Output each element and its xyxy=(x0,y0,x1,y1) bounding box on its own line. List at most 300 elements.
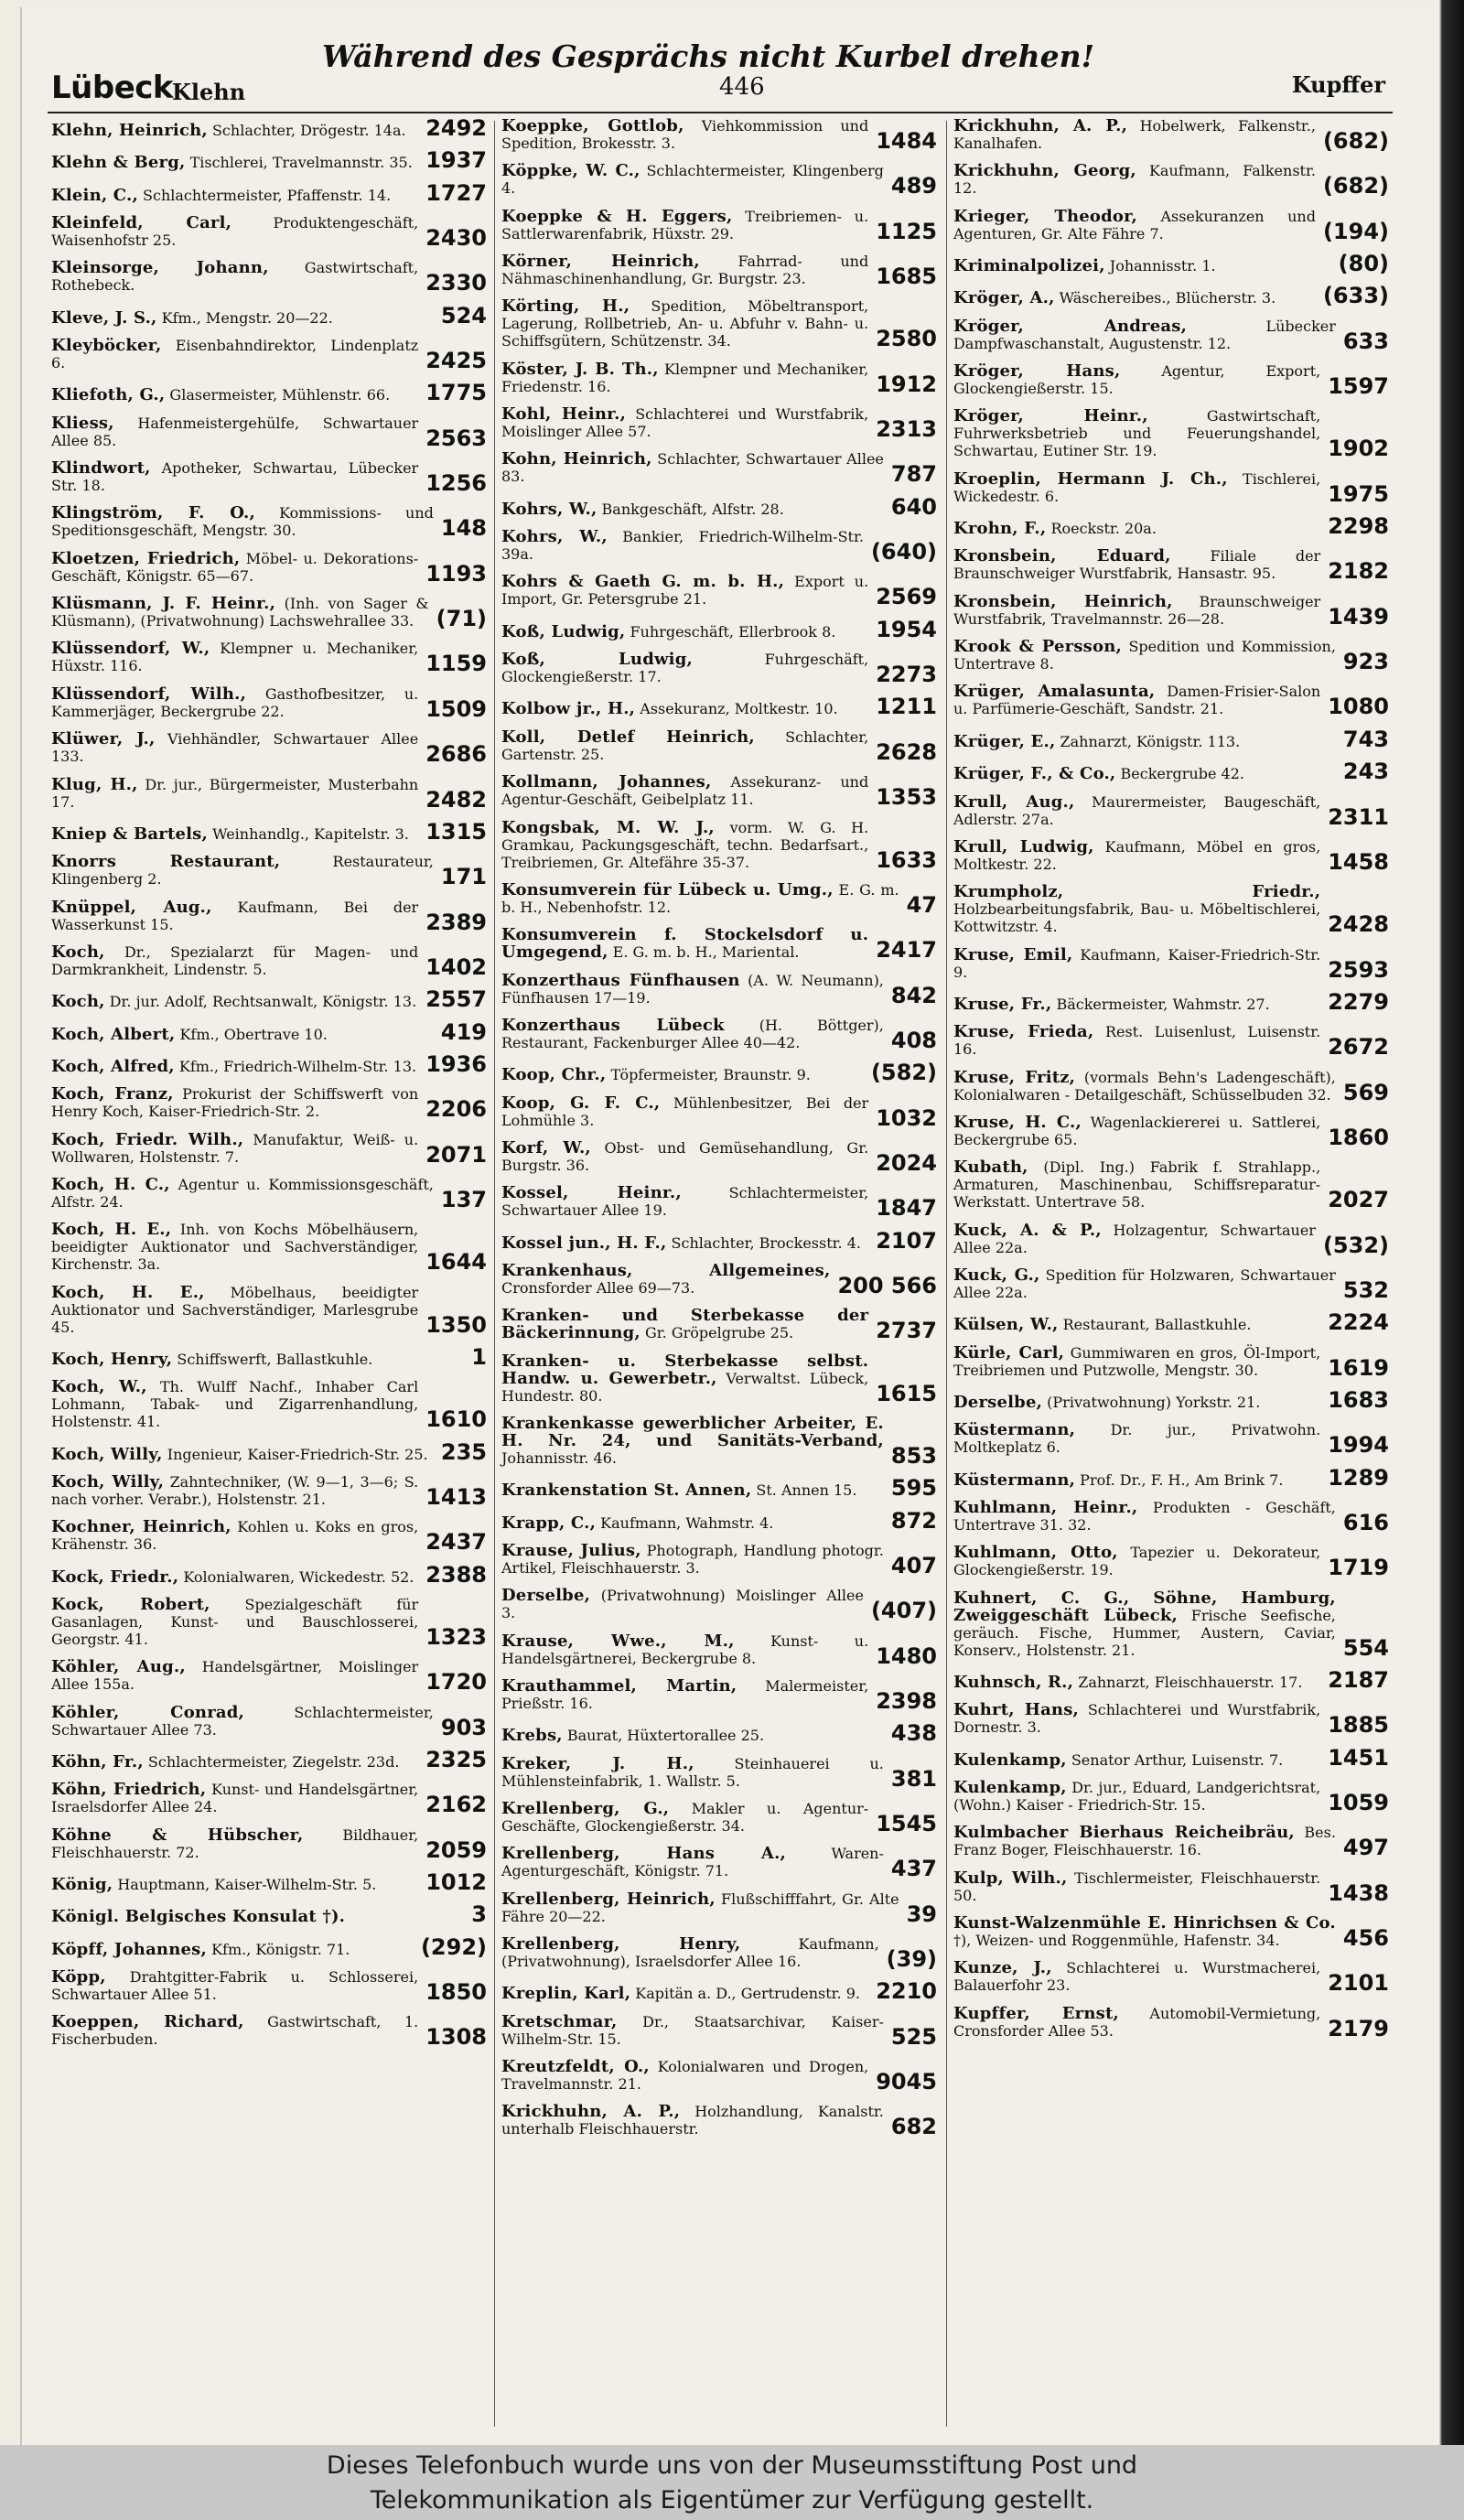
directory-entry xyxy=(953,117,1389,152)
entry-name: Koß, Ludwig, xyxy=(501,650,693,670)
directory-entry xyxy=(953,793,1389,828)
entry-name: Kochner, Heinrich, xyxy=(51,1517,231,1537)
entry-details: Frische Seefische, geräuch. Fische, Hummer, Austern, Caviar, Konserv., Holstenstr. 21. xyxy=(953,1606,1336,1659)
phone-number: 2428 xyxy=(1328,911,1389,938)
phone-number: 137 xyxy=(440,1186,487,1212)
page-header xyxy=(48,27,1393,130)
entry-name: Krellenberg, Heinrich, xyxy=(501,1889,716,1909)
entry-name: Kröger, Hans, xyxy=(953,361,1121,382)
directory-entry xyxy=(953,406,1389,462)
directory-entry xyxy=(953,838,1389,873)
directory-entry xyxy=(953,2005,1389,2040)
phone-number: (80) xyxy=(1338,251,1389,277)
entry-details: Schlachter, Schwartauer Allee 83. xyxy=(501,450,884,486)
entry-text xyxy=(953,1824,1336,1858)
directory-entry xyxy=(501,1542,937,1577)
directory-entry xyxy=(501,1676,937,1715)
directory-entry xyxy=(953,759,1389,785)
phone-number: 1860 xyxy=(1328,1124,1389,1150)
phone-number: 616 xyxy=(1342,1510,1389,1535)
entry-name: Köhne & Hübscher, xyxy=(51,1825,304,1845)
entry-details: Schlachterei und Wurstfabrik, Dornestr. 3. xyxy=(953,1701,1321,1737)
entry-details: (Privatwohnung) Yorkstr. 21. xyxy=(1047,1393,1261,1411)
entry-text xyxy=(501,573,868,608)
directory-entry xyxy=(51,1018,487,1045)
entry-details: Hafenmeistergehülfe, Schwartauer Allee 85. xyxy=(51,414,419,449)
entry-details: (Inh. von Sager & Klüsmann), (Privatwohnung) Lachswehrallee 33. xyxy=(51,595,429,630)
entry-name: Krause, Julius, xyxy=(501,1541,641,1560)
directory-entry xyxy=(51,1377,487,1433)
entry-text xyxy=(501,623,868,641)
entry-details: Bildhauer, Fleischhauerstr. 72. xyxy=(51,1825,419,1861)
entry-details: Kohlen u. Koks en gros, Krähenstr. 36. xyxy=(51,1518,419,1554)
entry-text xyxy=(51,1058,418,1075)
entry-text xyxy=(501,1307,868,1341)
phone-number: 489 xyxy=(890,173,937,199)
phone-number: 2206 xyxy=(425,1096,487,1123)
entry-details: Weinhandlg., Kapitelstr. 3. xyxy=(212,824,409,843)
entry-text xyxy=(501,1755,884,1790)
entry-details: Damen-Frisier-Salon u. Parfümerie-Geschäft, Sandstr. 21. xyxy=(953,683,1321,718)
entry-text xyxy=(501,1935,879,1970)
phone-number: 525 xyxy=(890,2023,937,2050)
entry-text xyxy=(953,883,1320,935)
header-slogan: Während des Gesprächs nicht Kurbel drehen! xyxy=(322,38,1095,74)
entry-details: Treibriemen- u. Sattlerwarenfabrik, Hüxstr. 29. xyxy=(501,207,869,242)
entry-text xyxy=(501,361,868,395)
directory-entry xyxy=(51,1438,487,1465)
phone-number: 2162 xyxy=(425,1792,487,1818)
phone-number: 1720 xyxy=(425,1669,487,1696)
phone-number: 1012 xyxy=(425,1869,487,1896)
entry-name: Kohn, Heinrich, xyxy=(501,449,652,469)
entry-name: Klingström, F. O., xyxy=(51,503,255,523)
phone-number: 1937 xyxy=(425,147,487,174)
entry-details: Bäckermeister, Wahmstr. 27. xyxy=(1056,995,1270,1013)
phone-number: 2388 xyxy=(425,1561,487,1588)
directory-entry xyxy=(501,925,937,964)
entry-text xyxy=(953,683,1320,717)
directory-entry xyxy=(501,528,937,563)
entry-text xyxy=(51,776,418,811)
entry-text xyxy=(51,825,418,843)
entry-name: Kossel, Heinr., xyxy=(501,1183,682,1203)
phone-number: 1954 xyxy=(876,616,937,642)
directory-entry xyxy=(51,899,487,933)
entry-text xyxy=(501,450,884,485)
entry-text xyxy=(51,1968,418,2003)
entry-name: Klug, H., xyxy=(51,774,138,794)
directory-entry xyxy=(501,1632,937,1667)
footer-line-1: Dieses Telefonbuch wurde uns von der Museumsstiftung Post und xyxy=(326,2451,1138,2480)
directory-entry xyxy=(51,685,487,720)
entry-name: Krook & Persson, xyxy=(953,637,1122,657)
phone-number: 1994 xyxy=(1328,1432,1389,1459)
entry-text xyxy=(51,899,418,933)
entry-details: Agentur, Export, Glockengießerstr. 15. xyxy=(953,362,1321,398)
entry-details: Assekuranzen und Agenturen, Gr. Alte Fähre 7. xyxy=(953,207,1316,242)
entry-text xyxy=(501,2103,884,2138)
phone-number: 243 xyxy=(1342,759,1389,785)
entry-details: Agentur u. Kommissionsgeschäft, Alfstr. 24. xyxy=(51,1175,434,1211)
phone-number: 456 xyxy=(1342,1925,1389,1952)
entry-name: Koch, H. E., xyxy=(51,1282,205,1302)
entry-text xyxy=(501,1352,868,1405)
phone-number: 640 xyxy=(890,493,937,520)
entry-name: Krebs, xyxy=(501,1726,563,1746)
phone-number: 872 xyxy=(890,1507,937,1534)
entry-details: Assekuranz- und Agentur-Geschäft, Geibelplatz 11. xyxy=(501,773,869,809)
phone-number: 743 xyxy=(1342,726,1389,752)
phone-number: 1545 xyxy=(876,1811,937,1837)
directory-entry xyxy=(953,1543,1389,1581)
phone-number: 2024 xyxy=(876,1149,937,1176)
entry-name: Köhn, Friedrich, xyxy=(51,1780,207,1800)
directory-entry xyxy=(501,162,937,197)
phone-number: 1256 xyxy=(425,470,487,497)
directory-entry xyxy=(501,1017,937,1051)
directory-entry xyxy=(501,2013,937,2048)
phone-number: (39) xyxy=(886,1946,937,1973)
entry-text xyxy=(953,362,1320,397)
entry-name: Kock, Robert, xyxy=(51,1595,210,1615)
entry-details: Kolonialwaren, Wickedestr. 52. xyxy=(183,1567,414,1586)
entry-name: Kubath, xyxy=(953,1158,1028,1178)
directory-entry xyxy=(953,1386,1389,1413)
entry-text xyxy=(501,1481,884,1499)
directory-entry xyxy=(953,1114,1389,1148)
entry-name: Koch, W., xyxy=(51,1377,147,1397)
entry-name: Köhler, Aug., xyxy=(51,1657,186,1677)
entry-text xyxy=(953,1114,1320,1148)
entry-details: E. G. m. b. H., Mariental. xyxy=(612,943,800,962)
entry-text xyxy=(953,793,1320,828)
entry-name: Konsumverein für Lübeck u. Umg., xyxy=(501,879,834,899)
entry-text xyxy=(501,1139,868,1174)
phone-number: 2628 xyxy=(876,738,937,765)
directory-column-1 xyxy=(51,117,487,2434)
entry-details: Automobil-Vermietung, Cronsforder Allee 53. xyxy=(953,2004,1321,2040)
entry-name: Kliefoth, G., xyxy=(51,385,166,405)
entry-name: Kröger, Andreas, xyxy=(953,316,1188,336)
entry-text xyxy=(501,1234,868,1252)
entry-name: Kulenkamp, xyxy=(953,1750,1067,1770)
entry-name: Kretschmar, xyxy=(501,2011,618,2031)
entry-name: Koch, Albert, xyxy=(51,1024,176,1044)
phone-number: 2273 xyxy=(876,662,937,688)
directory-entry xyxy=(953,1823,1389,1861)
directory-entry xyxy=(51,1284,487,1336)
entry-text xyxy=(953,1023,1320,1058)
entry-details: Spedition und Kommission, Untertrave 8. xyxy=(953,638,1336,673)
directory-entry xyxy=(953,1069,1389,1104)
directory-entry xyxy=(501,1978,937,2005)
entry-text xyxy=(953,407,1320,459)
entry-name: Krull, Ludwig, xyxy=(953,836,1094,856)
entry-details: Dr., Spezialarzt für Magen- und Darmkrankheit, Lindenstr. 5. xyxy=(51,942,419,978)
entry-details: Kunst- und Handelsgärtner, Israelsdorfer Allee 24. xyxy=(51,1781,419,1816)
entry-text xyxy=(51,1826,418,1861)
entry-details: Schlachterei u. Wurstmacherei, Balauerfohr 23. xyxy=(953,1959,1321,1995)
entry-text xyxy=(953,1266,1336,1301)
entry-details: Malermeister, Prießstr. 16. xyxy=(501,1677,869,1713)
museum-attribution-footer xyxy=(0,2445,1464,2520)
phone-number: 419 xyxy=(440,1018,487,1045)
entry-name: Kuhlmann, Heinr., xyxy=(953,1498,1138,1517)
directory-entry xyxy=(51,117,487,139)
entry-name: Königl. Belgisches Konsulat †). xyxy=(51,1907,346,1927)
phone-number: 569 xyxy=(1342,1079,1389,1105)
phone-number: 171 xyxy=(440,864,487,890)
column-divider xyxy=(946,121,947,2427)
entry-text xyxy=(51,1876,418,1893)
directory-entry xyxy=(501,728,937,763)
directory-entry xyxy=(501,1306,937,1344)
entry-text xyxy=(953,208,1316,242)
phone-number: 2313 xyxy=(876,416,937,443)
entry-details: Viehhändler, Schwartauer Allee 133. xyxy=(51,730,419,766)
directory-entry xyxy=(51,1084,487,1123)
entry-name: Kleinfeld, Carl, xyxy=(51,213,232,233)
entry-details: Kolonialwaren und Drogen, Travelmannstr. 21. xyxy=(501,2058,869,2094)
entry-text xyxy=(501,1890,899,1925)
entry-details: Hauptmann, Kaiser-Wilhelm-Str. 5. xyxy=(117,1876,377,1894)
entry-text xyxy=(51,1518,418,1553)
entry-details: Tapezier u. Dekorateur, Glockengießerstr. 19. xyxy=(953,1544,1321,1579)
entry-name: Kollmann, Johannes, xyxy=(501,772,712,792)
entry-text xyxy=(953,593,1320,628)
entry-details: (Privatwohnung) Moislinger Allee 3. xyxy=(501,1587,864,1622)
entry-name: Krieger, Theodor, xyxy=(953,206,1137,226)
directory-entry xyxy=(953,946,1389,981)
entry-text xyxy=(501,1587,864,1621)
phone-number: 2107 xyxy=(876,1227,937,1254)
entry-details: Zahntechniker, (W. 9—1, 3—6; S. nach vorher. Verabr.), Holstenstr. 21. xyxy=(51,1473,419,1508)
entry-details: Produktengeschäft, Waisenhofstr 25. xyxy=(51,214,419,250)
entry-name: Krauthammel, Martin, xyxy=(501,1676,737,1696)
entry-name: Kuhnert, C. G., Söhne, Hamburg, Zweiggeschäft Lübeck, xyxy=(953,1588,1336,1625)
entry-details: Hobelwerk, Falkenstr., Kanalhafen. xyxy=(953,117,1316,152)
entry-name: Koch, Willy, xyxy=(51,1444,163,1464)
entry-details: Bankier, Friedrich-Wilhelm-Str. 39a. xyxy=(501,528,864,564)
entry-details: Bankgeschäft, Alfstr. 28. xyxy=(601,500,784,518)
phone-number: 9045 xyxy=(876,2069,937,2095)
entry-name: Kruse, Fr., xyxy=(953,994,1052,1014)
entry-text xyxy=(953,996,1320,1013)
entry-details: Inh. von Kochs Möbelhäusern, beeidigter Auktionator und Sachverständiger, Kirchenstr. 3a. xyxy=(51,1221,419,1274)
directory-entry xyxy=(51,1473,487,1508)
phone-number: 2179 xyxy=(1328,2015,1389,2041)
entry-text xyxy=(51,122,418,139)
entry-details: Restaurateur, Klingenberg 2. xyxy=(51,853,434,888)
phone-number: 1633 xyxy=(876,846,937,873)
entry-name: Krellenberg, Henry, xyxy=(501,1934,741,1955)
directory-entry xyxy=(953,253,1389,275)
entry-text xyxy=(501,501,884,518)
entry-text xyxy=(51,386,418,404)
entry-name: Kulp, Wilh., xyxy=(953,1868,1068,1888)
entry-text xyxy=(501,162,884,197)
entry-name: Krellenberg, G., xyxy=(501,1799,670,1819)
entry-name: Kriminalpolizei, xyxy=(953,256,1105,276)
entry-name: Kronsbein, Heinrich, xyxy=(953,591,1173,611)
entry-name: Krellenberg, Hans A., xyxy=(501,1844,787,1864)
entry-text xyxy=(953,547,1320,582)
entry-text xyxy=(953,520,1320,537)
phone-number: 497 xyxy=(1342,1835,1389,1861)
entry-details: Wagenlackiererei u. Sattlerei, Beckergrube 65. xyxy=(953,1113,1321,1148)
entry-text xyxy=(51,415,418,449)
entry-text xyxy=(51,1753,418,1771)
entry-name: Körner, Heinrich, xyxy=(501,252,700,272)
directory-entry xyxy=(51,337,487,372)
page-edge-shadow xyxy=(1433,0,1464,2445)
directory-entry xyxy=(501,1352,937,1405)
entry-details: Kfm., Friedrich-Wilhelm-Str. 13. xyxy=(178,1057,417,1075)
entry-text xyxy=(501,1677,868,1712)
entry-name: Kunze, J., xyxy=(953,1958,1052,1978)
directory-entry xyxy=(953,1266,1389,1301)
entry-name: Krull, Aug., xyxy=(953,792,1075,812)
directory-entry xyxy=(51,1749,487,1771)
entry-details: Kaufmann, Falkenstr. 12. xyxy=(953,162,1316,198)
entry-text xyxy=(953,638,1336,673)
entry-text xyxy=(501,1800,868,1835)
entry-details: Johannisstr. 46. xyxy=(501,1448,617,1467)
directory-entry xyxy=(501,2103,937,2138)
entry-details: Kaufmann, (Privatwohnung), Israelsdorfer Allee 16. xyxy=(501,1935,879,1971)
phone-number: 1308 xyxy=(425,2024,487,2051)
entry-text xyxy=(51,853,434,888)
entry-details: Schiffswerft, Ballastkuhle. xyxy=(177,1350,373,1368)
entry-name: Kupffer, Ernst, xyxy=(953,2003,1119,2023)
entry-name: Krohn, F., xyxy=(953,519,1047,539)
entry-name: Kranken- u. Sterbekasse selbst. Handw. u. Gewerbetr., xyxy=(501,1351,869,1388)
entry-text xyxy=(51,1085,418,1120)
entry-text xyxy=(51,1781,418,1815)
phone-number: 47 xyxy=(906,891,937,918)
entry-name: Krickhuhn, A. P., xyxy=(501,2102,681,2122)
phone-number: 2398 xyxy=(876,1688,937,1715)
phone-number: 2482 xyxy=(425,786,487,813)
entry-name: Koeppen, Richard, xyxy=(51,2012,244,2032)
entry-details: Mühlenbesitzer, Bei der Lohmühle 3. xyxy=(501,1093,869,1129)
phone-number: 2563 xyxy=(425,425,487,451)
entry-name: Kruse, H. C., xyxy=(953,1112,1082,1132)
entry-details: Produkten - Geschäft, Untertrave 31. 32. xyxy=(953,1499,1336,1534)
phone-number: 1289 xyxy=(1328,1464,1389,1491)
entry-text xyxy=(51,1284,418,1336)
entry-name: Kroeplin, Hermann J. Ch., xyxy=(953,468,1228,489)
phone-number: 1850 xyxy=(425,1979,487,2006)
entry-name: König, xyxy=(51,1875,113,1895)
entry-name: Krüger, Amalasunta, xyxy=(953,682,1156,702)
entry-name: Küstermann, xyxy=(953,1470,1076,1490)
directory-entry xyxy=(953,285,1389,307)
entry-details: vorm. W. G. H. Gramkau, Packungsgeschäft, techn. Bedarfsart., Treibriemen, Gr. Altefähre 35-37. xyxy=(501,818,869,871)
phone-number: 1402 xyxy=(425,953,487,980)
phone-number: 2279 xyxy=(1328,988,1389,1015)
directory-column-2 xyxy=(501,117,937,2434)
entry-name: Koeppke, Gottlob, xyxy=(501,116,684,135)
entry-name: Klindwort, xyxy=(51,458,151,479)
page-number: 446 xyxy=(719,73,765,101)
phone-number: (532) xyxy=(1322,1232,1389,1258)
entry-name: Kruse, Frieda, xyxy=(953,1022,1094,1042)
entry-text xyxy=(953,1316,1320,1333)
entry-text xyxy=(501,1066,864,1083)
entry-details: Holzagentur, Schwartauer Allee 22a. xyxy=(953,1221,1316,1256)
entry-name: Kock, Friedr., xyxy=(51,1567,179,1587)
phone-number: 1775 xyxy=(425,380,487,406)
directory-entry xyxy=(501,694,937,720)
directory-entry xyxy=(501,1586,937,1624)
entry-text xyxy=(51,550,418,585)
directory-entry xyxy=(953,1589,1389,1659)
phone-number: 381 xyxy=(890,1765,937,1792)
phone-number: 2224 xyxy=(1328,1309,1389,1336)
entry-name: Kröger, A., xyxy=(953,288,1055,308)
directory-entry xyxy=(501,881,937,916)
phone-number: 1509 xyxy=(425,695,487,722)
entry-text xyxy=(953,1869,1320,1904)
phone-number: 1350 xyxy=(425,1311,487,1338)
entry-details: Fahrrad- und Nähmaschinenhandlung, Gr. Burgstr. 23. xyxy=(501,253,869,288)
phone-number: 923 xyxy=(1342,649,1389,675)
directory-entry xyxy=(501,616,937,642)
entry-name: Klüssendorf, Wilh., xyxy=(51,684,247,704)
entry-details: Schlachtermeister, Klingenberg 4. xyxy=(501,162,884,198)
entry-details: Rest. Luisenlust, Luisenstr. 16. xyxy=(953,1023,1321,1059)
directory-entry xyxy=(501,1060,937,1086)
entry-text xyxy=(953,1779,1320,1814)
entry-name: Koch, H. C., xyxy=(51,1174,170,1194)
entry-details: Kapitän a. D., Gertrudenstr. 9. xyxy=(635,1985,860,2003)
entry-details: Wäschereibes., Blücherstr. 3. xyxy=(1059,289,1276,307)
directory-entry xyxy=(953,593,1389,628)
phone-number: 1323 xyxy=(425,1624,487,1651)
directory-entry xyxy=(51,415,487,449)
entry-name: Krickhuhn, Georg, xyxy=(953,161,1136,181)
phone-number: 1439 xyxy=(1328,603,1389,630)
entry-text xyxy=(51,1026,434,1043)
entry-details: Baurat, Hüxtertorallee 25. xyxy=(566,1727,765,1745)
directory-entry xyxy=(953,1499,1389,1534)
entry-text xyxy=(51,154,418,171)
phone-number: 2737 xyxy=(876,1318,937,1344)
entry-details: E. G. m. b. H., Nebenhofstr. 12. xyxy=(501,880,899,916)
entry-name: Kleve, J. S., xyxy=(51,307,157,328)
entry-details: Dr. jur., Eduard, Landgerichtsrat, (Wohn.) Kaiser - Friedrich-Str. 15. xyxy=(953,1779,1321,1815)
directory-entry xyxy=(51,1933,487,1960)
entry-details: Bes. Franz Boger, Fleischhauerstr. 16. xyxy=(953,1824,1336,1859)
phone-number: 2389 xyxy=(425,909,487,935)
phone-number: 1159 xyxy=(425,651,487,677)
entry-name: Koeppke & H. Eggers, xyxy=(501,206,733,226)
entry-text xyxy=(953,1471,1320,1489)
entry-name: Koch, Henry, xyxy=(51,1349,173,1369)
entry-name: Kohrs & Gaeth G. m. b. H., xyxy=(501,572,785,592)
entry-text xyxy=(501,1184,868,1219)
entry-details: Glasermeister, Mühlenstr. 66. xyxy=(169,386,391,404)
directory-entry xyxy=(953,638,1389,673)
entry-text xyxy=(51,1704,434,1739)
entry-text xyxy=(501,297,868,350)
entry-name: Knorrs Restaurant, xyxy=(51,852,281,872)
directory-entry xyxy=(501,819,937,871)
entry-details: Cronsforder Allee 69—73. xyxy=(501,1278,695,1297)
directory-entry xyxy=(501,1890,937,1925)
